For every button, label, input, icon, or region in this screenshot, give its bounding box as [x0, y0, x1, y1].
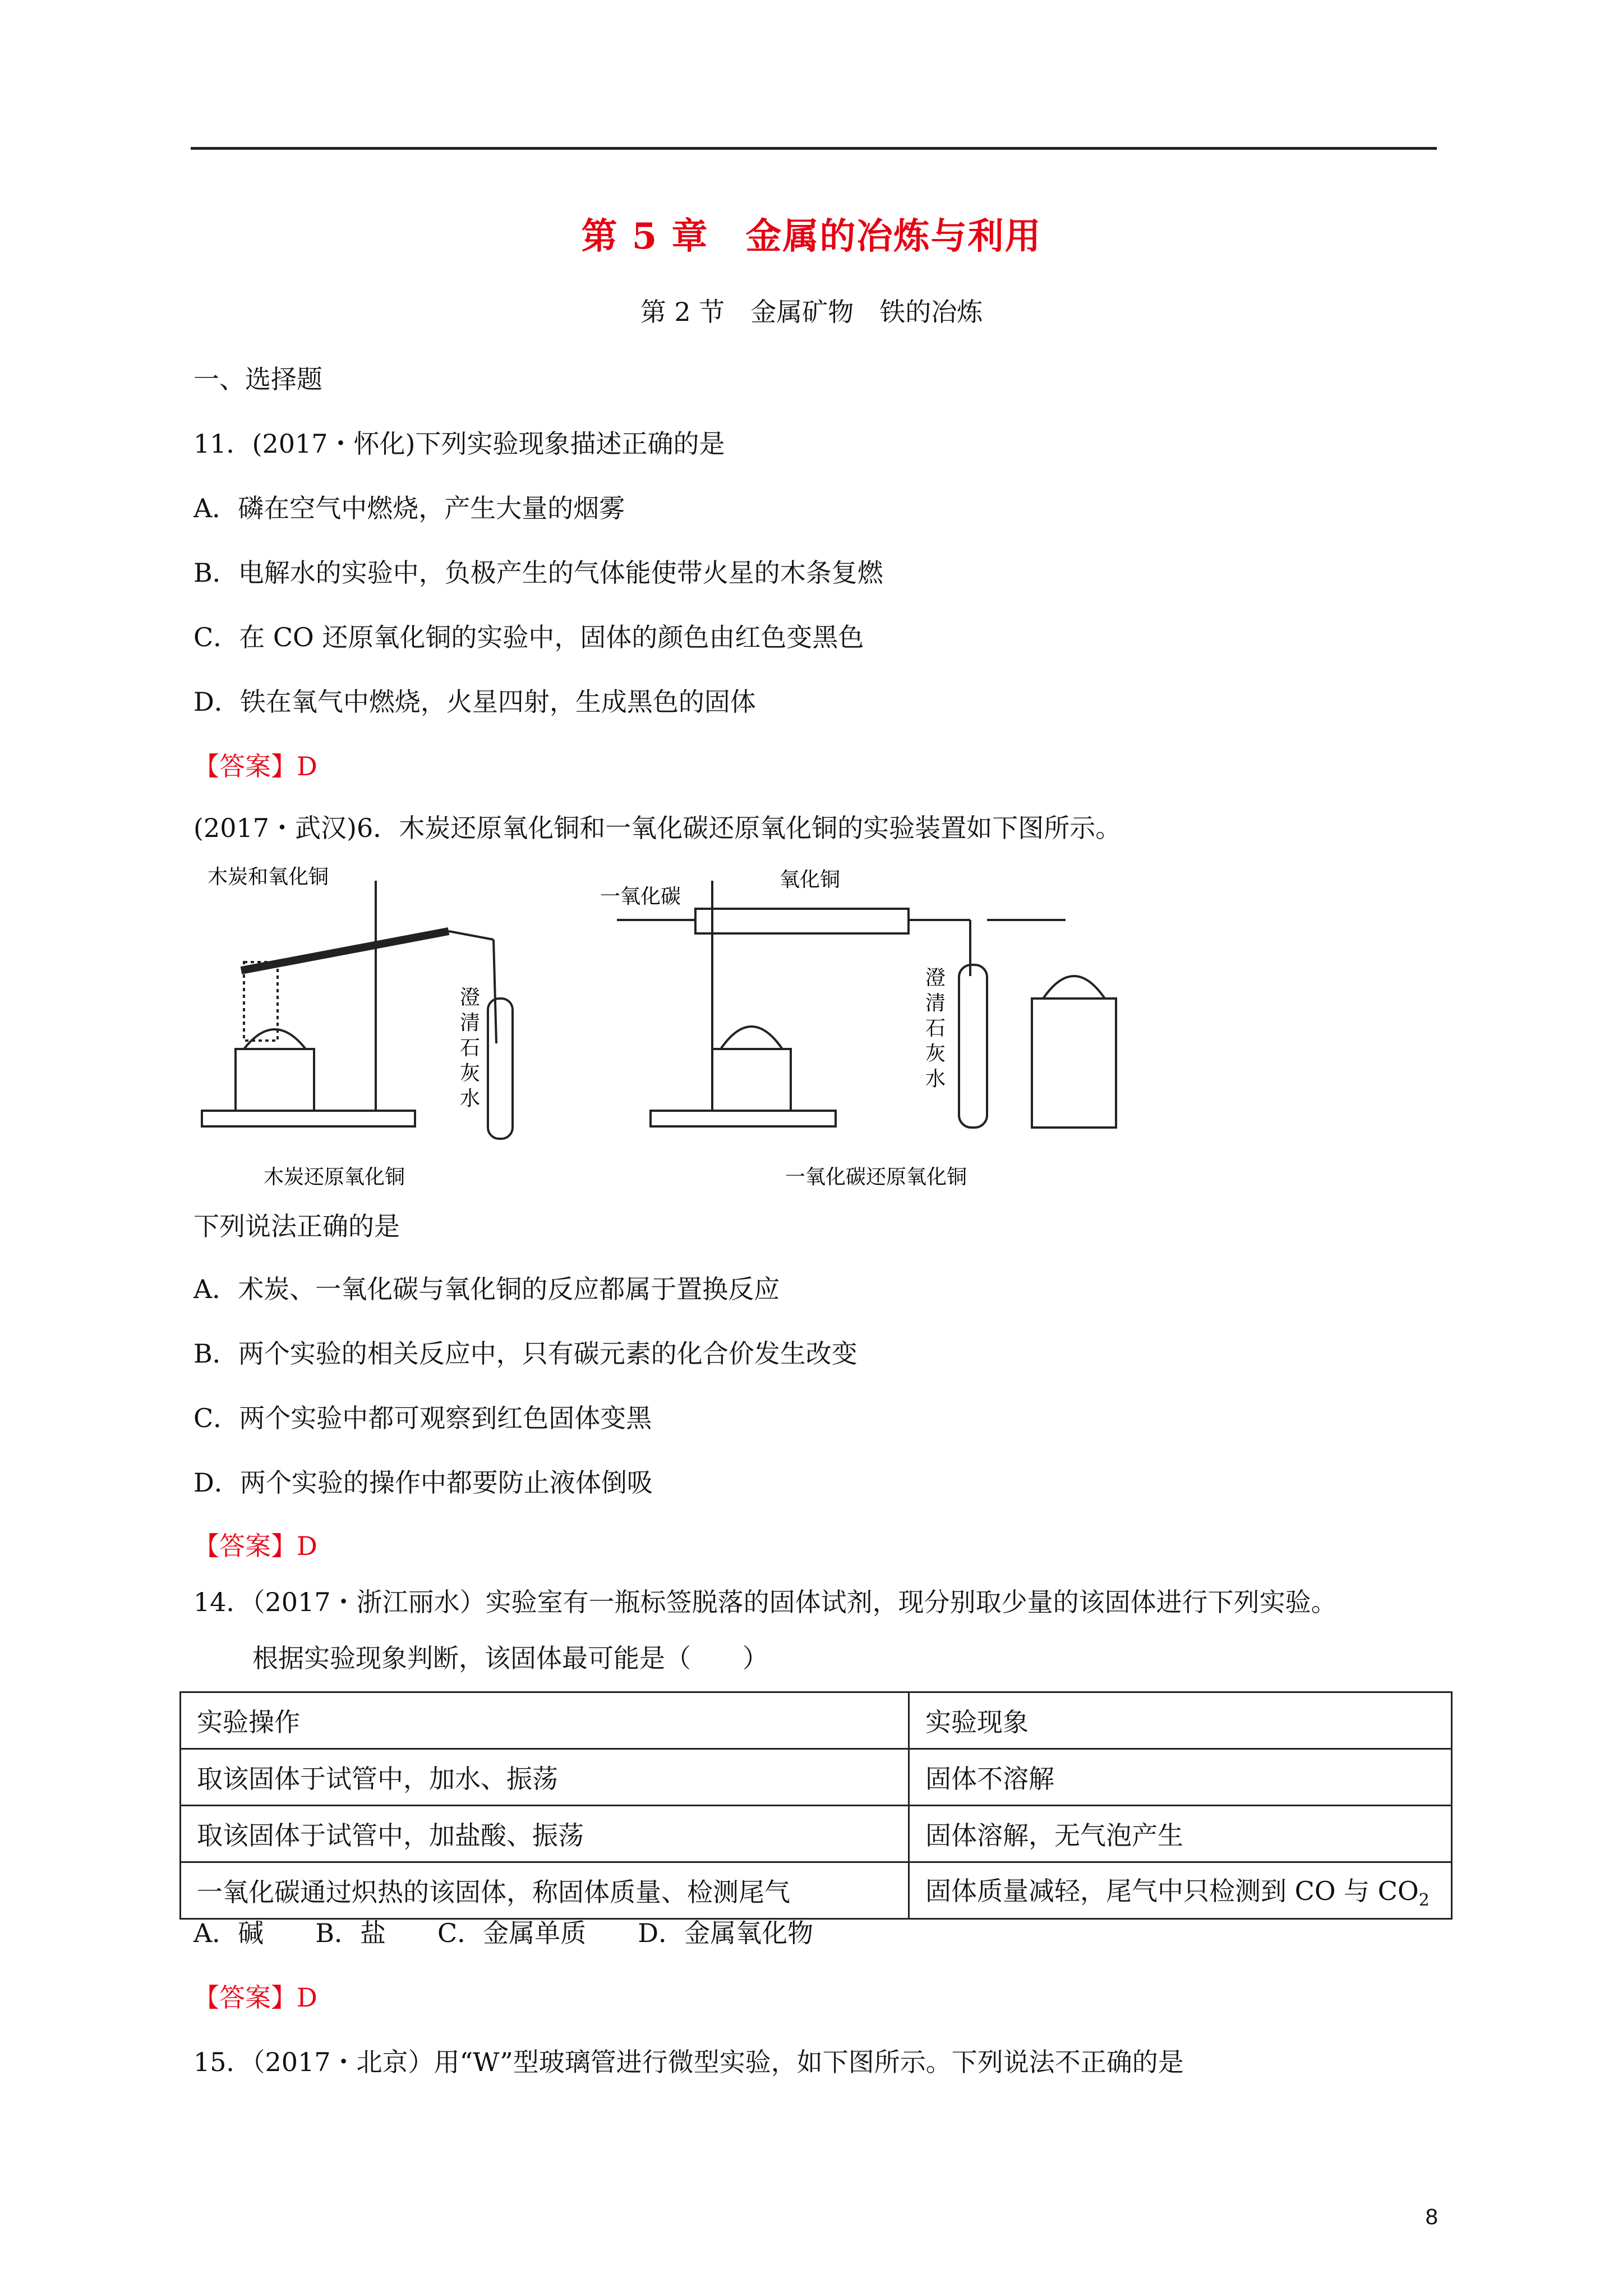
q6-prompt: 下列说法正确的是: [193, 1211, 400, 1241]
q14-options: A．碱 B．盐 C．金属单质 D．金属氧化物: [193, 1918, 814, 1948]
q6-stem: (2017・武汉)6．木炭还原氧化铜和一氧化碳还原氧化铜的实验装置如下图所示。: [193, 813, 1122, 843]
table-cell: 取该固体于试管中，加盐酸、振荡: [181, 1806, 909, 1862]
right-receiver-tube: [959, 965, 987, 1128]
table-header-row: [181, 1692, 1452, 1749]
right-wood-block-2: [1032, 999, 1116, 1128]
q6-answer: [193, 1526, 317, 1563]
left-label-1: 澄: [460, 986, 481, 1009]
answer-value: D: [297, 1982, 317, 2013]
q14-stem-2: 根据实验现象判断，该固体最可能是（ ）: [252, 1643, 768, 1673]
left-test-tube: [241, 931, 449, 970]
q11-stem: 11．(2017・怀化)下列实验现象描述正确的是: [193, 429, 725, 459]
right-alcohol-lamp: [721, 1027, 782, 1049]
left-label-2: 清: [460, 1011, 481, 1034]
q11-option-a: A．磷在空气中燃烧，产生大量的烟雾: [193, 493, 625, 523]
table-cell: 一氧化碳通过炽热的该固体，称固体质量、检测尾气: [181, 1862, 909, 1919]
left-label-4: 灰: [460, 1062, 481, 1085]
q6-option-b: B．两个实验的相关反应中，只有碳元素的化合价发生改变: [193, 1338, 857, 1369]
q14-answer: [193, 1977, 317, 2014]
table-row: [181, 1862, 1452, 1919]
right-label-1: 澄: [925, 967, 946, 990]
section-title: 第 2 节 金属矿物 铁的冶炼: [640, 297, 983, 327]
answer-value: D: [297, 1531, 317, 1561]
table-cell: 取该固体于试管中，加水、振荡: [181, 1749, 909, 1806]
page-number: 8: [1425, 2205, 1438, 2229]
apparatus-figure: [191, 864, 1122, 1200]
co2-subscript: 2: [1418, 1890, 1430, 1911]
q6-option-c: C．两个实验中都可观察到红色固体变黑: [193, 1403, 652, 1433]
section-heading: 一、选择题: [193, 364, 322, 394]
right-caption: 一氧化碳还原氧化铜: [785, 1166, 967, 1189]
q6-option-a: A．术炭、一氧化碳与氧化铜的反应都属于置换反应: [193, 1274, 780, 1304]
table-row: [181, 1749, 1452, 1806]
right-label-5: 水: [925, 1068, 946, 1091]
q11-option-d: D．铁在氧气中燃烧，火星四射，生成黑色的固体: [193, 687, 756, 717]
table-cell-text: 固体质量减轻，尾气中只检测到 CO 与 CO: [925, 1875, 1419, 1906]
q6-option-d: D．两个实验的操作中都要防止液体倒吸: [193, 1467, 653, 1498]
table-header: 实验操作: [181, 1692, 909, 1749]
left-receiver-tube: [488, 999, 513, 1139]
answer-value: D: [297, 751, 317, 781]
answer-label: 【答案】: [193, 1982, 297, 2013]
experiment-table: [179, 1691, 1453, 1920]
label-cuo: 氧化铜: [780, 868, 841, 891]
left-label-5: 水: [460, 1087, 481, 1110]
table-cell: [909, 1862, 1452, 1919]
table-row: [181, 1806, 1452, 1862]
header-rule: [191, 147, 1437, 150]
left-alcohol-lamp: [244, 1029, 306, 1049]
answer-label: 【答案】: [193, 751, 297, 781]
q11-option-c: C．在 CO 还原氧化铜的实验中，固体的颜色由红色变黑色: [193, 622, 864, 652]
table-header: 实验现象: [909, 1692, 1452, 1749]
left-base-plate: [202, 1111, 415, 1126]
tail-gas-burner: [1043, 976, 1105, 999]
left-caption: 木炭还原氧化铜: [264, 1166, 405, 1189]
table-cell: 固体溶解，无气泡产生: [909, 1806, 1452, 1862]
chapter-title: 第 5 章 金属的冶炼与利用: [581, 215, 1042, 257]
q11-option-b: B．电解水的实验中，负极产生的气体能使带火星的木条复燃: [193, 558, 883, 588]
right-label-2: 清: [925, 992, 946, 1015]
left-wood-block: [236, 1049, 314, 1111]
q15-stem: 15．（2017・北京）用“W”型玻璃管进行微型实验，如下图所示。下列说法不正确的是: [193, 2047, 1184, 2077]
table-cell: 固体不溶解: [909, 1749, 1452, 1806]
q11-answer: [193, 746, 317, 783]
label-co: 一氧化碳: [600, 885, 681, 908]
answer-label: 【答案】: [193, 1531, 297, 1561]
left-label-3: 石: [460, 1037, 481, 1060]
right-label-3: 石: [925, 1017, 946, 1040]
right-wood-block: [712, 1049, 791, 1111]
right-base-plate: [651, 1111, 836, 1126]
combustion-tube: [695, 909, 909, 933]
label-charcoal-cuo: 木炭和氧化铜: [208, 866, 329, 889]
q14-stem: 14．（2017・浙江丽水）实验室有一瓶标签脱落的固体试剂，现分别取少量的该固体进行下列实验。: [193, 1587, 1337, 1617]
right-label-4: 灰: [925, 1042, 946, 1065]
